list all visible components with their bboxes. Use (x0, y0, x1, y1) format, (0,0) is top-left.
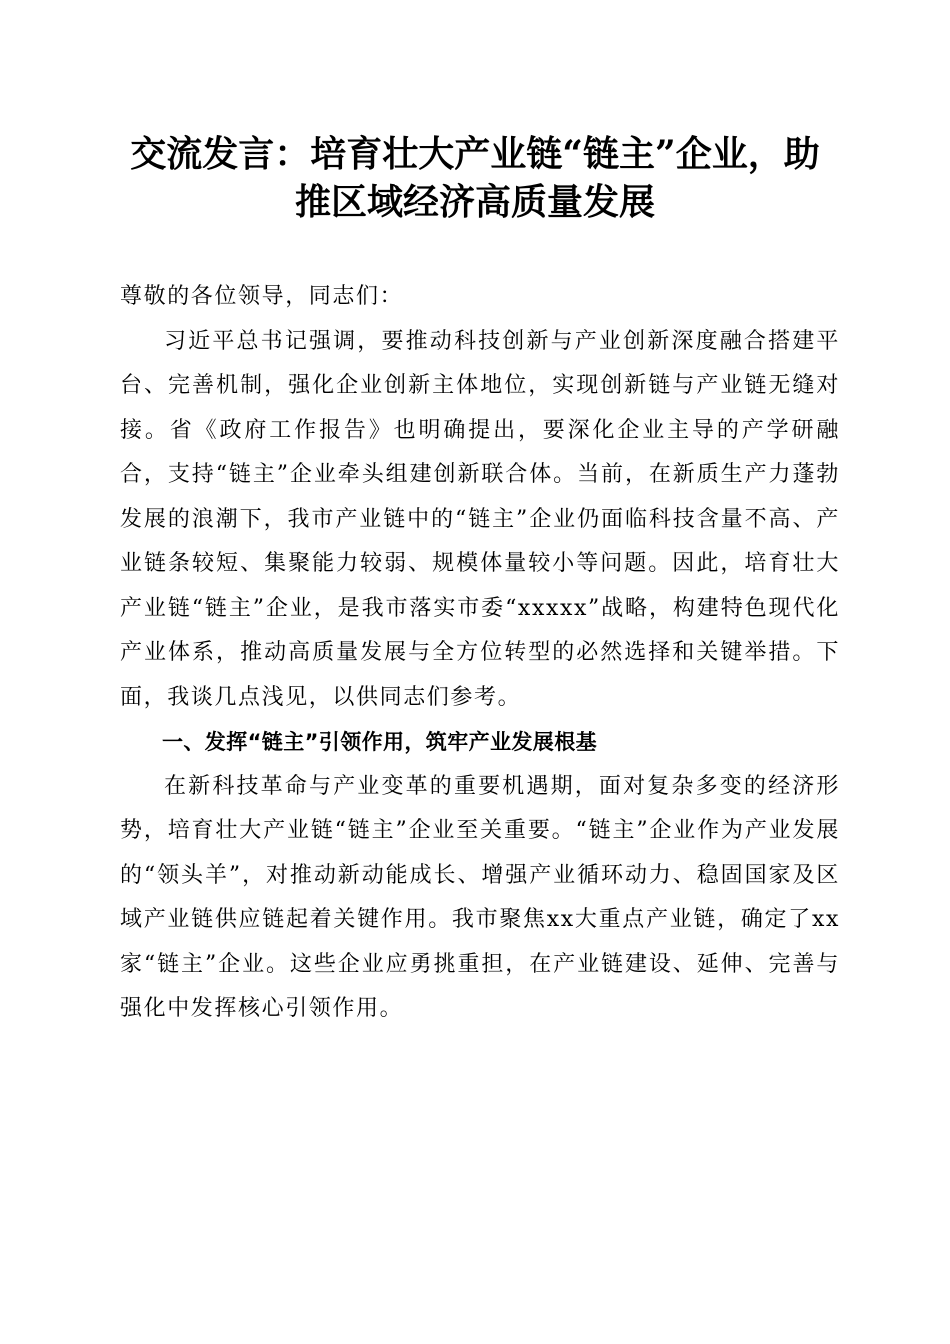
section-heading-1: 一、发挥“链主”引领作用，筑牢产业发展根基 (162, 730, 598, 754)
paragraph-intro: 习近平总书记强调，要推动科技创新与产业创新深度融合搭建平台、完善机制，强化企业创新主体地位，实现创新链与产业链无缝对接。省《政府工作报告》也明确提出，要深化企业主导的产学研融合，支持“链主”企业牵头组建创新联合体。当前，在新质生产力蓬勃发展的浪潮下，我市产业链中的“链主”企业仍面临科技含量不高、产业链条较短、集聚能力较弱、规模体量较小等问题。因此，培育壮大产业链“链主”企业，是我市落实市委“xxxxx”战略，构建特色现代化产业体系，推动高质量发展与全方位转型的必然选择和关键举措。下面，我谈几点浅见，以供同志们参考。 (120, 328, 840, 710)
document-body (120, 275, 840, 1032)
title-line-2: 推区域经济高质量发展 (294, 181, 655, 223)
title-line-1: 交流发言：培育壮大产业链“链主”企业，助 (130, 133, 820, 175)
document-title (110, 130, 840, 226)
paragraph-section-1: 在新科技革命与产业变革的重要机遇期，面对复杂多变的经济形势，培育壮大产业链“链主”企业至关重要。“链主”企业作为产业发展的“领头羊”，对推动新动能成长、增强产业循环动力、稳固国家及区域产业链供应链起着关键作用。我市聚焦xx大重点产业链，确定了xx家“链主”企业。这些企业应勇挑重担，在产业链建设、延伸、完善与强化中发挥核心引领作用。 (120, 773, 840, 1021)
salutation: 尊敬的各位领导，同志们： (120, 284, 404, 309)
